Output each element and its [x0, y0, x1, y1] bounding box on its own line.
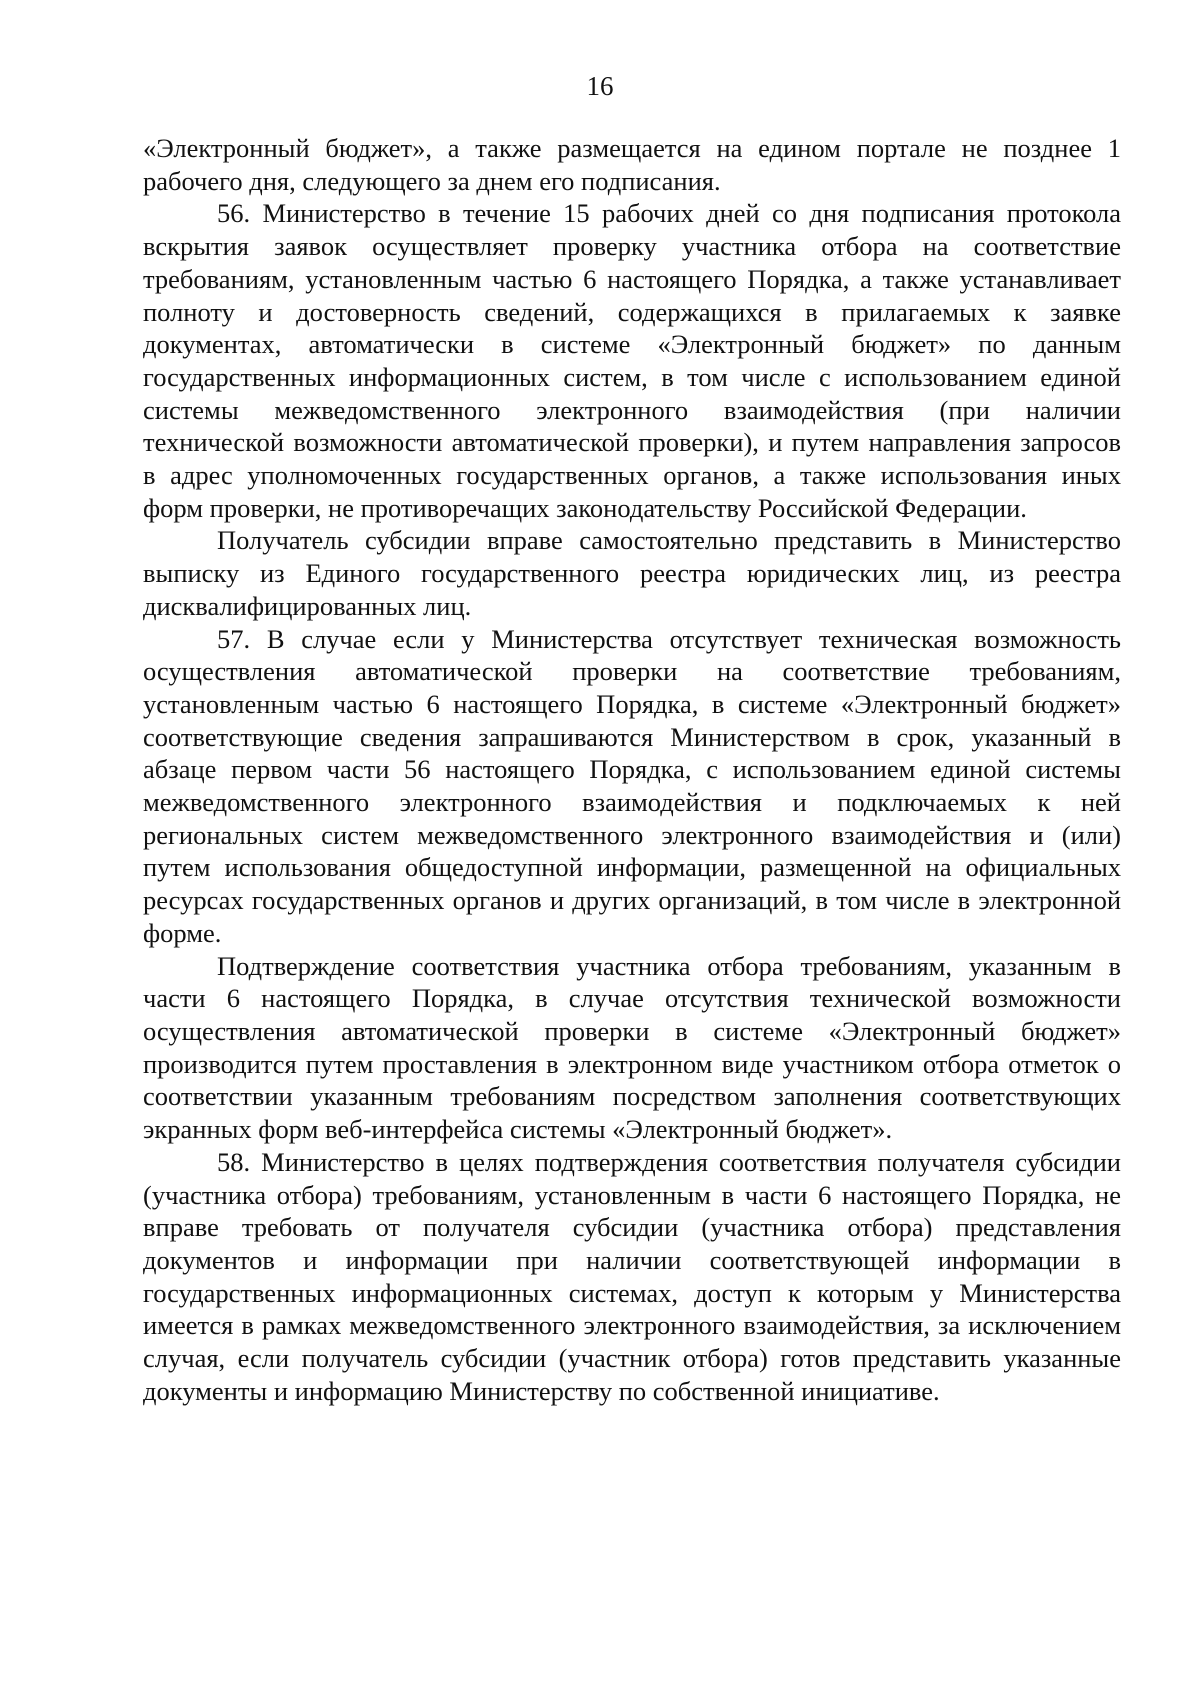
- paragraph-continuation: «Электронный бюджет», а также размещается на едином портале не позднее 1 рабочего дня, следующего за днем его подписания.: [143, 133, 1121, 196]
- page-number: 16: [586, 71, 614, 101]
- document-body: [143, 132, 1121, 1407]
- paragraph-57-confirmation: Подтверждение соответствия участника отбора требованиям, указанным в части 6 настоящего Порядка, в случае отсутствия технической возможности осуществления автоматической проверки в системе «Электронный бюджет» производится путем проставления в электронном виде участником отбора отметок о соответствии указанным требованиям посредством заполнения соответствующих экранных форм веб-интерфейса системы «Электронный бюджет».: [143, 950, 1121, 1145]
- paragraph-56-recipient: Получатель субсидии вправе самостоятельно представить в Министерство выписку из Единого государственного реестра юридических лиц, из реестра дисквалифицированных лиц.: [143, 525, 1121, 621]
- paragraph-56: 56. Министерство в течение 15 рабочих дней со дня подписания протокола вскрытия заявок осуществляет проверку участника отбора на соответствие требованиям, установленным частью 6 настоящего Порядка, а также устанавливает полноту и достоверность сведений, содержащихся в прилагаемых к заявке документах, автоматически в системе «Электронный бюджет» по данным государственных информационных систем, в том числе с использованием единой системы межведомственного электронного взаимодействия (при наличии технической возможности автоматической проверки), и путем направления запросов в адрес уполномоченных государственных органов, а также использования иных форм проверки, не противоречащих законодательству Российской Федерации.: [143, 198, 1121, 523]
- paragraph-57: 57. В случае если у Министерства отсутствует техническая возможность осуществления автоматической проверки на соответствие требованиям, установленным частью 6 настоящего Порядка, в системе «Электронный бюджет» соответствующие сведения запрашиваются Министерством в срок, указанный в абзаце первом части 56 настоящего Порядка, с использованием единой системы межведомственного электронного взаимодействия и подключаемых к ней региональных систем межведомственного электронного взаимодействия и (или) путем использования общедоступной информации, размещенной на официальных ресурсах государственных органов и других организаций, в том числе в электронной форме.: [143, 623, 1121, 948]
- paragraph-58: 58. Министерство в целях подтверждения соответствия получателя субсидии (участника отбора) требованиям, установленным в части 6 настоящего Порядка, не вправе требовать от получателя субсидии (участника отбора) представления документов и информации при наличии соответствующей информации в государственных информационных системах, доступ к которым у Министерства имеется в рамках межведомственного электронного взаимодействия, за исключением случая, если получатель субсидии (участник отбора) готов представить указанные документы и информацию Министерству по собственной инициативе.: [143, 1146, 1121, 1406]
